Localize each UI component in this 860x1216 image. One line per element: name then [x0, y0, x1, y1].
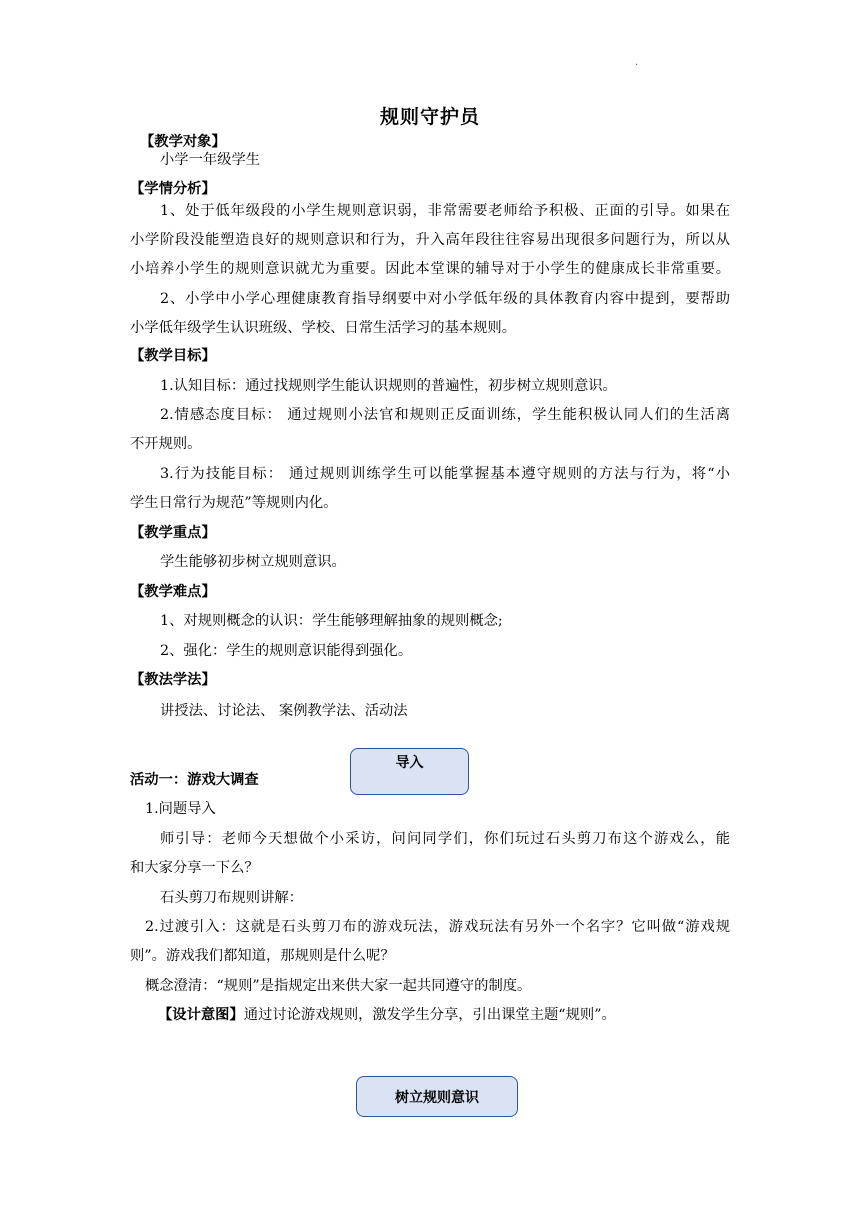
- design-intent-text: 通过讨论游戏规则，激发学生分享，引出课堂主题“规则”。: [243, 1007, 616, 1023]
- key-text: 学生能够初步树立规则意识。: [160, 554, 346, 570]
- analysis-p1-line3: 小培养小学生的规则意识就尤为重要。因此本堂课的辅导对于小学生的健康成长非常重要。: [130, 261, 730, 277]
- difficulty-heading: 【教学难点】: [130, 584, 216, 600]
- step2-line2: 则”。游戏我们都知道，那规则是什么呢？: [130, 948, 395, 964]
- difficulty-2: 2、强化：学生的规则意识能得到强化。: [160, 643, 413, 659]
- build-rules-box: 树立规则意识: [356, 1076, 518, 1117]
- object-heading: 【教学对象】: [140, 134, 226, 150]
- rules-explain: 石头剪刀布规则讲解：: [160, 890, 303, 906]
- concept-text: 概念澄清：“规则”是指规定出来供大家一起共同遵守的制度。: [145, 978, 532, 994]
- page-title: 规则守护员: [379, 106, 480, 128]
- key-heading: 【教学重点】: [130, 525, 216, 541]
- design-intent: [158, 1005, 616, 1025]
- header-dot: .: [635, 57, 639, 68]
- goal-3-line1: 3.行为技能目标： 通过规则训练学生可以能掌握基本遵守规则的方法与行为，将“小: [160, 466, 730, 482]
- analysis-p2-line2: 小学低年级学生认识班级、学校、日常生活学习的基本规则。: [130, 320, 517, 336]
- goal-2-line1: 2.情感态度目标： 通过规则小法官和规则正反面训练，学生能积极认同人们的生活离: [160, 407, 730, 423]
- step1-text-line1: 师引导：老师今天想做个小采访，问问同学们，你们玩过石头剪刀布这个游戏么，能: [160, 831, 730, 847]
- goal-1: 1.认知目标：通过找规则学生能认识规则的普遍性，初步树立规则意识。: [160, 378, 617, 394]
- methods-heading: 【教法学法】: [130, 672, 216, 688]
- object-text: 小学一年级学生: [160, 152, 261, 168]
- intro-box: 导入: [350, 748, 469, 795]
- goal-3-line2: 学生日常行为规范”等规则内化。: [130, 495, 338, 511]
- analysis-p1-line1: 1、处于低年级段的小学生规则意识弱，非常需要老师给予积极、正面的引导。如果在: [160, 203, 730, 219]
- analysis-p2-line1: 2、小学中小学心理健康教育指导纲要中对小学低年级的具体教育内容中提到，要帮助: [160, 291, 730, 307]
- step1-heading: 1.问题导入: [145, 801, 216, 817]
- design-intent-label: 【设计意图】: [158, 1007, 244, 1023]
- goals-heading: 【教学目标】: [130, 348, 216, 364]
- activity1-heading: 活动一：游戏大调查: [130, 772, 259, 788]
- goal-2-line2: 不开规则。: [130, 436, 202, 452]
- step1-text-line2: 和大家分享一下么？: [130, 860, 259, 876]
- analysis-heading: 【学情分析】: [130, 181, 216, 197]
- difficulty-1: 1、对规则概念的认识：学生能够理解抽象的规则概念;: [160, 613, 503, 629]
- methods-text: 讲授法、讨论法、 案例教学法、活动法: [160, 703, 408, 719]
- analysis-p1-line2: 小学阶段没能塑造良好的规则意识和行为，升入高年段往往容易出现很多问题行为，所以从: [130, 232, 730, 248]
- step2-line1: 2.过渡引入：这就是石头剪刀布的游戏玩法，游戏玩法有另外一个名字？它叫做“游戏规: [145, 919, 730, 935]
